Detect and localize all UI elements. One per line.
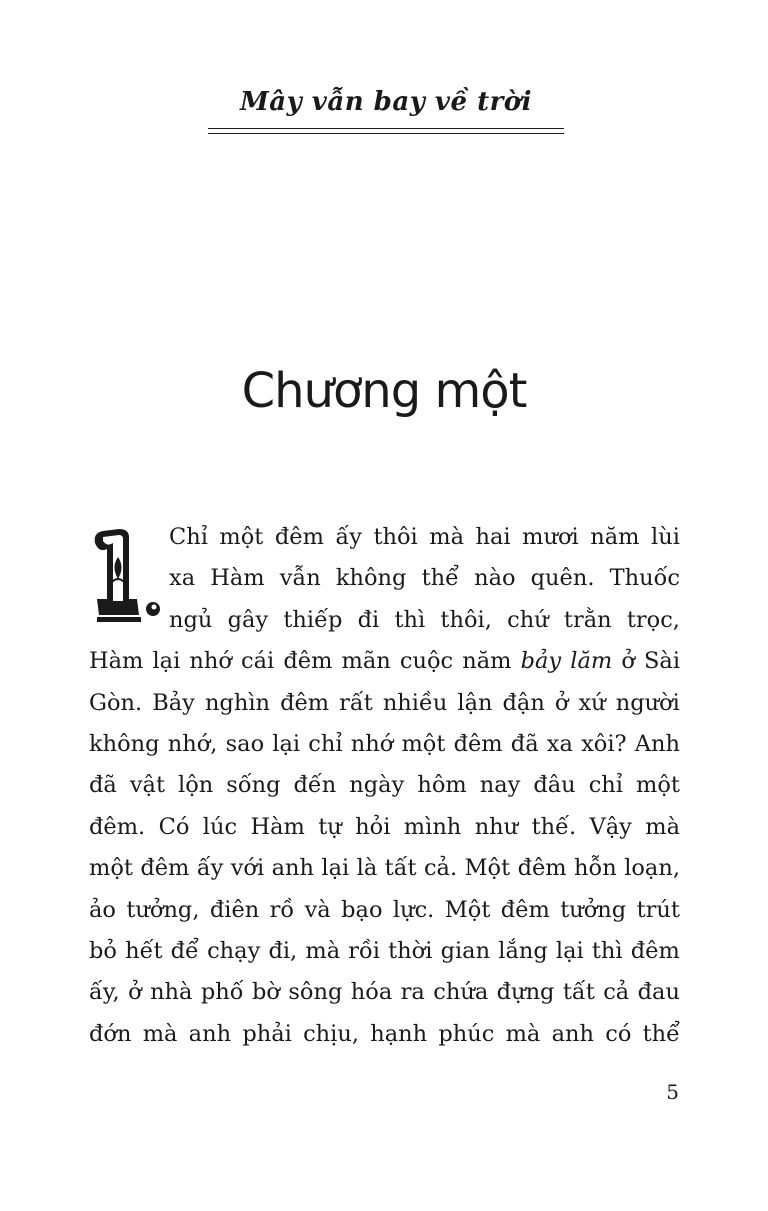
text-line-9: một đêm ấy với anh lại là tất cả. Một đêm hỗn loạn,: [89, 855, 680, 882]
text-line-6: không nhớ, sao lại chỉ nhớ một đêm đã xa xôi? Anh: [89, 730, 680, 757]
running-header: Mây vẫn bay về trời: [239, 87, 532, 117]
page-number: 5: [666, 1080, 679, 1104]
text-line-8: đêm. Có lúc Hàm tự hỏi mình như thế. Vậy mà: [89, 813, 680, 840]
text-line-12: ấy, ở nhà phố bờ sông hóa ra chứa đựng tất cả đau: [89, 979, 680, 1006]
body-text: [89, 517, 680, 1055]
chapter-title: Chương một: [241, 363, 527, 419]
italic-phrase: bảy lăm: [520, 648, 613, 675]
text-line-4: Hàm lại nhớ cái đêm mãn cuộc năm bảy lăm ở Sài: [89, 648, 681, 675]
header-rule-top: [208, 128, 564, 129]
text-line-7: đã vật lộn sống đến ngày hôm nay đâu chỉ một: [89, 772, 680, 799]
text-line-13: đớn mà anh phải chịu, hạnh phúc mà anh có thể: [89, 1020, 680, 1047]
text-line-11: bỏ hết để chạy đi, mà rồi thời gian lắng lại thì đêm: [89, 937, 680, 964]
text-line-3: ngủ gây thiếp đi thì thôi, chứ trằn trọc,: [169, 606, 680, 633]
header-rule-bottom: [208, 133, 564, 134]
text-line-2: xa Hàm vẫn không thể nào quên. Thuốc: [169, 565, 680, 592]
text-line-5: Gòn. Bảy nghìn đêm rất nhiều lận đận ở xứ người: [89, 689, 680, 716]
text-line-10: ảo tưởng, điên rồ và bạo lực. Một đêm tưởng trút: [89, 896, 680, 923]
text-line-1: Chỉ một đêm ấy thôi mà hai mươi năm lùi: [169, 524, 680, 550]
